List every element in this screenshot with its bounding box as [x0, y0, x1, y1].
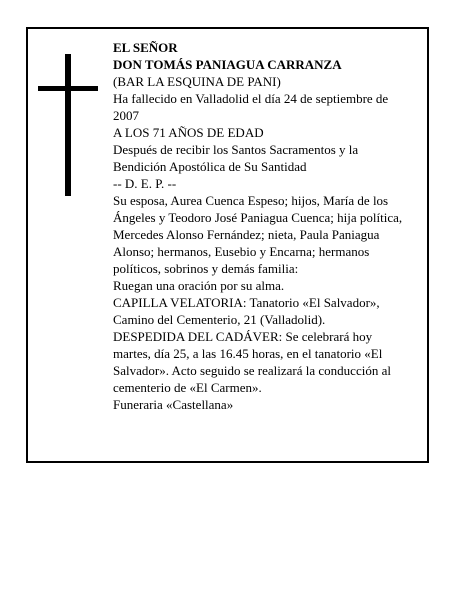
nickname: (BAR LA ESQUINA DE PANI) — [113, 74, 281, 89]
rip-line: -- D. E. P. -- — [113, 176, 177, 191]
chapel-line: CAPILLA VELATORIA: Tanatorio «El Salvador», Camino del Cementerio, 21 (Valladolid). — [113, 295, 380, 327]
deceased-name: DON TOMÁS PANIAGUA CARRANZA — [113, 57, 342, 72]
obituary-text — [113, 39, 413, 413]
cross-horizontal-bar — [38, 86, 98, 91]
cross-vertical-bar — [65, 54, 71, 196]
latin-cross-icon — [38, 54, 98, 196]
prayer-line: Ruegan una oración por su alma. — [113, 278, 285, 293]
funeral-home-line: Funeraria «Castellana» — [113, 397, 234, 412]
farewell-line: DESPEDIDA DEL CADÁVER: Se celebrará hoy martes, día 25, a las 16.45 horas, en el tanatorio «El Salvador». Acto seguido se realizará la conducción al cementerio de «El Carmen». — [113, 329, 391, 395]
death-line: Ha fallecido en Valladolid el día 24 de septiembre de 2007 — [113, 91, 389, 123]
family-line: Su esposa, Aurea Cuenca Espeso; hijos, María de los Ángeles y Teodoro José Paniagua Cuenca; hija política, Mercedes Alonso Fernández; nieta, Paula Paniagua Alonso; hermanos, Eusebio y Encarna; hermanos políticos, sobrinos y demás familia: — [113, 193, 403, 276]
heading: EL SEÑOR — [113, 40, 178, 55]
sacraments-line: Después de recibir los Santos Sacramentos y la Bendición Apostólica de Su Santidad — [113, 142, 359, 174]
age-line: A LOS 71 AÑOS DE EDAD — [113, 125, 264, 140]
